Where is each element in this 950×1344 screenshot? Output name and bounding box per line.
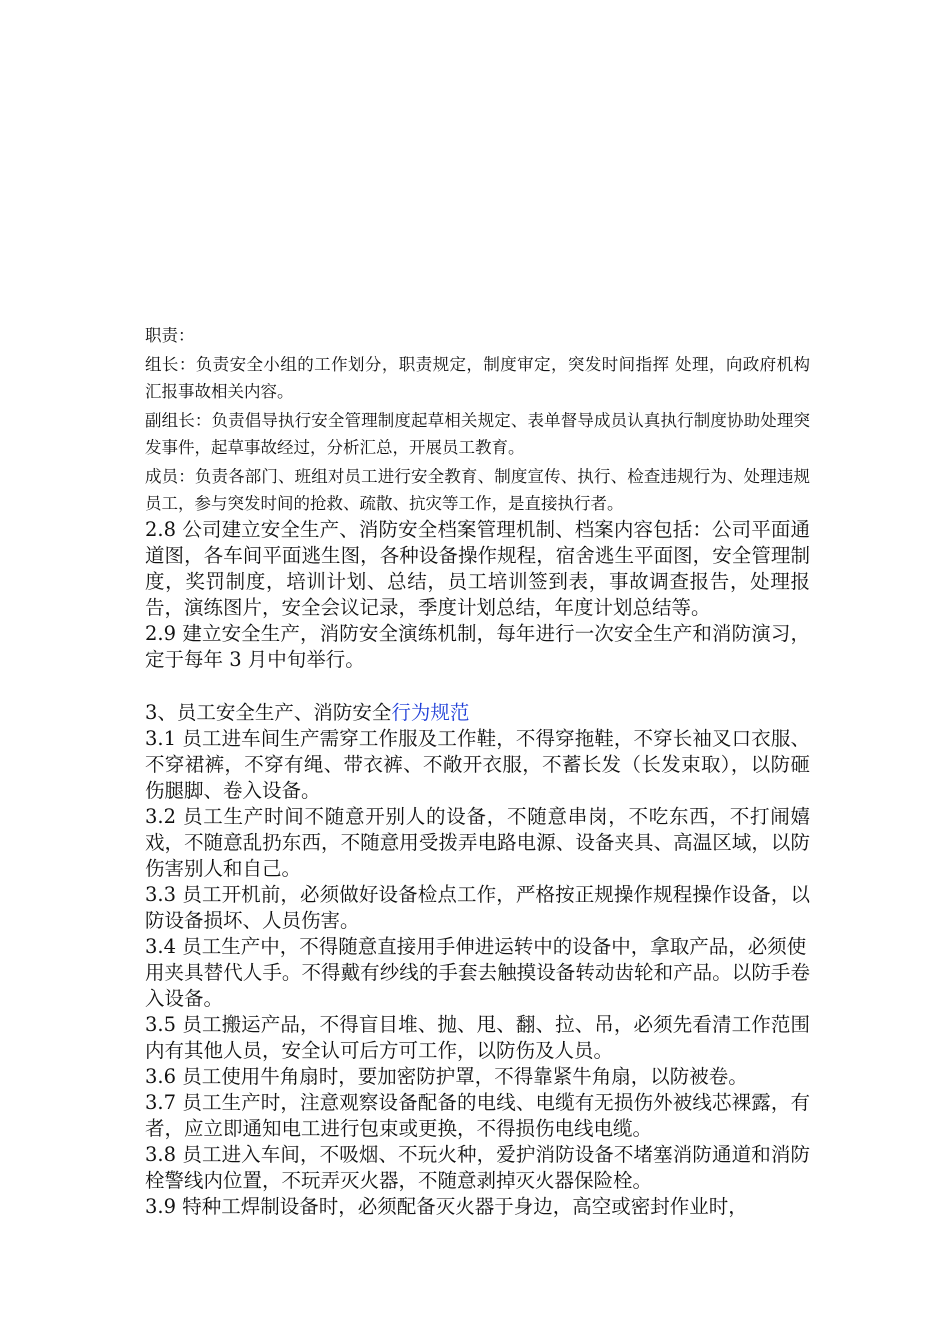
paragraph-3-3: 3.3 员工开机前，必须做好设备检点工作，严格按正规操作规程操作设备，以防设备损坏、人员伤害。 [145, 883, 810, 932]
paragraph-3-8: 3.8 员工进入车间，不吸烟、不玩火种，爱护消防设备不堵塞消防通道和消防栓警线内位置，不玩弄灭火器，不随意剥掉灭火器保险栓。 [145, 1143, 810, 1192]
paragraph-2-8: 2.8 公司建立安全生产、消防安全档案管理机制、档案内容包括：公司平面通道图，各车间平面逃生图，各种设备操作规程，宿舍逃生平面图，安全管理制度，奖罚制度，培训计划、总结，员工培训签到表，事故调查报告，处理报告，演练图片，安全会议记录，季度计划总结，年度计划总结等。 [145, 518, 810, 619]
section-3-heading [145, 700, 810, 726]
section-3-heading-text: 3、员工安全生产、消防安全 [145, 701, 392, 724]
paragraph-3-2: 3.2 员工生产时间不随意开别人的设备，不随意串岗，不吃东西，不打闹嬉戏，不随意乱扔东西，不随意用受拨弄电路电源、设备夹具、高温区域，以防伤害别人和自己。 [145, 805, 810, 880]
blank-line [145, 673, 810, 700]
paragraph-3-7: 3.7 员工生产时，注意观察设备配备的电线、电缆有无损伤外被线芯裸露，有者，应立即通知电工进行包束或更换，不得损伤电线电缆。 [145, 1091, 810, 1140]
duty-deputy: 副组长：负责倡导执行安全管理制度起草相关规定、表单督导成员认真执行制度协助处理突发事件，起草事故经过，分析汇总，开展员工教育。 [145, 411, 810, 457]
paragraph-3-1: 3.1 员工进车间生产需穿工作服及工作鞋，不得穿拖鞋，不穿长袖叉口衣服、不穿裙裤，不穿有绳、带衣裤、不敞开衣服，不蓄长发（长发束取），以防砸伤腿脚、卷入设备。 [145, 727, 810, 802]
duties-heading: 职责： [145, 326, 195, 345]
paragraph-2-9: 2.9 建立安全生产，消防安全演练机制，每年进行一次安全生产和消防演习，定于每年 3 月中旬举行。 [145, 622, 810, 671]
duty-member: 成员：负责各部门、班组对员工进行安全教育、制度宣传、执行、检查违规行为、处理违规员工，参与突发时间的抢救、疏散、抗灾等工作，是直接执行者。 [145, 467, 810, 513]
duty-leader: 组长：负责安全小组的工作划分，职责规定，制度审定，突发时间指挥 处理，向政府机构汇报事故相关内容。 [145, 355, 810, 401]
paragraph-3-6: 3.6 员工使用牛角扇时，要加密防护罩，不得靠紧牛角扇，以防被卷。 [145, 1065, 748, 1088]
section-3-heading-link[interactable]: 行为规范 [391, 701, 470, 724]
paragraph-3-5: 3.5 员工搬运产品，不得盲目堆、抛、甩、翻、拉、吊，必须先看清工作范围 内有其他人员，安全认可后方可工作，以防伤及人员。 [145, 1013, 810, 1062]
paragraph-3-4-part2: 用夹具替代人手。不得戴有纱线的手套去触摸设备转动齿轮和产品。以防手卷入设备。 [145, 961, 810, 1010]
paragraph-3-4-part1: 3.4 员工生产中，不得随意直接用手伸进运转中的设备中，拿取产品，必须使 [145, 935, 807, 958]
paragraph-3-9: 3.9 特种工焊制设备时，必须配备灭火器于身边，高空或密封作业时， [145, 1195, 748, 1218]
document-page [145, 322, 810, 1220]
